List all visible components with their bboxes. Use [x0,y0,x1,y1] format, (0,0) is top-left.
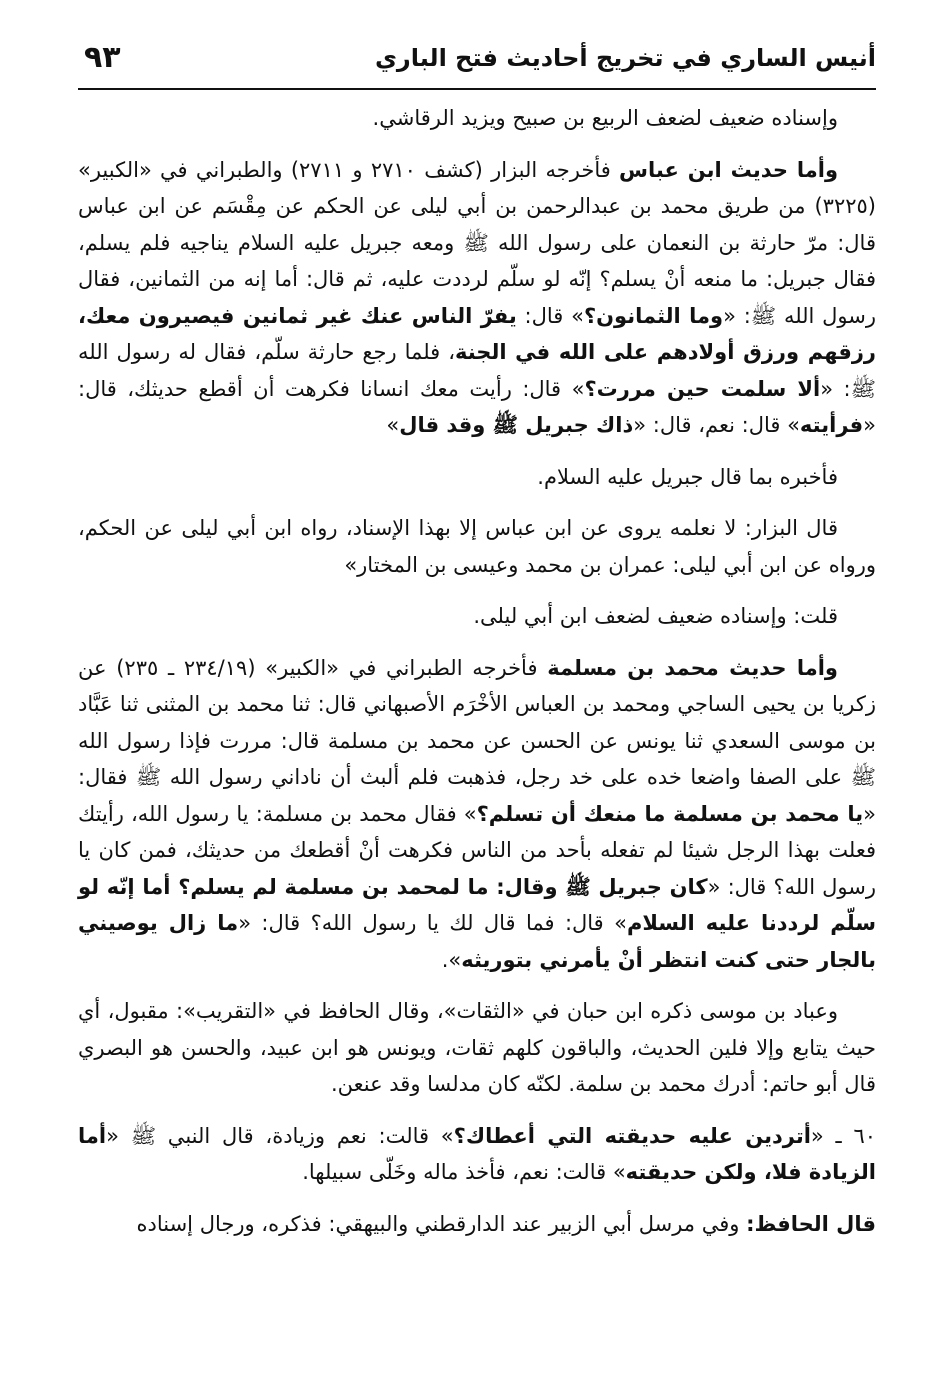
text-run: » قال: رأيت معك انسانا فكرهت أن أقطع حديثك، قال: « [78,376,876,437]
quote-bold: ألا سلمت حين مررت؟ [584,376,821,401]
section-heading: قال الحافظ: [746,1211,876,1236]
quote-bold: يفرّ الناس عنك غير ثمانين فيصيرون معك، رزقهم ورزق أولادهم على الله في الجنة [78,303,877,364]
paragraph-muhammad-ibn-maslama-hadith [78,650,876,979]
paragraph-author-note [78,598,876,635]
paragraph-jibril-report [78,459,876,496]
quote-bold: ذاك جبريل ﷺ وقد قال [399,413,634,437]
text-run: فأخرجه الطبراني في «الكبير» (٢٣٤/١٩ ـ ٢٣٥) عن زكريا بن يحيى الساجي ومحمد بن العباس الأخْرَم الأصبهاني قال: ثنا محمد بن المثنى ثنا عَبَّاد بن موسى السعدي ثنا يونس عن الحسن عن محمد بن مسلمة قال: مررت فإذا رسول الله ﷺ على الصفا واضعا خده على خد رجل، فذهبت فلم ألبث أن ناداني رسول الله ﷺ فقال: « [78,655,876,826]
text-run: وإسناده ضعيف لضعف الربيع بن صبيح ويزيد الرقاشي. [372,106,838,130]
page-header [78,38,876,90]
text-run: » قالت: نعم، فأخذ ماله وخَلّى سبيلها. [302,1160,626,1184]
paragraph-hafiz-comment [78,1206,876,1243]
text-run: فأخبره بما قال جبريل عليه السلام. [537,464,838,489]
text-run: » [386,413,400,437]
text-run: » قال: [516,303,584,328]
paragraph-bazzar-comment [78,510,876,583]
paragraph-ibn-abbas-hadith [78,152,876,444]
quote-bold: وما الثمانون؟ [583,303,724,328]
quote-bold: ما زال يوصيني بالجار حتى كنت انتظر أنْ يأمرني بتوريثه [78,911,876,972]
section-heading: وأما حديث ابن عباس [619,157,838,182]
section-heading: وأما حديث محمد بن مسلمة [547,655,838,680]
text-run: » فقال محمد بن مسلمة: يا رسول الله، رأيتك فعلت بهذا الرجل شيئا لم تفعله بأحد من الناس فكرهت أنْ أقطعك من حديثك، فمن كان يا رسول الله؟ قال: « [78,801,876,899]
text-run: » قالت: نعم وزيادة، قال النبي ﷺ « [106,1123,454,1148]
quote-bold: أتردين عليه حديقته التي أعطاك؟ [453,1123,811,1148]
page-body [78,100,876,1257]
page-number: ٩٣ [84,40,121,75]
text-run: وفي مرسل أبي الزبير عند الدارقطني والبيهقي: فذكره، ورجال إسناده [136,1211,747,1236]
quote-bold: أما الزيادة فلا، ولكن حديقته [78,1123,876,1184]
text-run: ». [441,947,462,972]
quote-bold: كان جبريل ﷺ وقال: ما لمحمد بن مسلمة لم يسلم؟ أما إنّه لو سلّم لرددنا عليه السلام [78,874,876,935]
text-run: ، فلما رجع حارثة سلّم، فقال له رسول الله ﷺ: « [78,340,876,401]
paragraph-hadith-60 [78,1118,876,1191]
text-run: قال البزار: لا نعلمه يروى عن ابن عباس إلا بهذا الإسناد، رواه ابن أبي ليلى عن الحكم، ورواه عن ابن أبي ليلى: عمران بن محمد وعيسى بن المختار» [78,516,876,577]
paragraph-narrator-grading [78,993,876,1103]
text-run: وعباد بن موسى ذكره ابن حبان في «الثقات»، وقال الحافظ في «التقريب»: مقبول، أي حيث يتابع وإلا فلين الحديث، والباقون كلهم ثقات، ويونس هو ابن عبيد، والحسن هو البصري قال أبو حاتم: أدرك محمد بن سلمة. لكنّه كان مدلسا وقد عنعن. [78,999,876,1096]
text-run: قلت: وإسناده ضعيف لضعف ابن أبي ليلى. [473,604,838,628]
quote-bold: فرأيته [799,413,864,437]
paragraph-isnad-weak [78,100,876,137]
quote-bold: يا محمد بن مسلمة ما منعك أن تسلم؟ [476,801,864,826]
text-run: » قال: فما قال لك يا رسول الله؟ قال: « [238,911,627,935]
text-run: » قال: نعم، قال: « [633,413,800,437]
running-title: أنيس الساري في تخريج أحاديث فتح الباري [374,44,876,72]
text-run: فأخرجه البزار (كشف ٢٧١٠ و ٢٧١١) والطبراني في «الكبير» (٣٢٢٥) من طريق محمد بن عبدالرحمن بن أبي ليلى عن الحكم عن مِقْسَم عن ابن عباس قال: مرّ حارثة بن النعمان على رسول الله ﷺ ومعه جبريل عليه السلام يناجيه فلم يسلم، فقال جبريل: ما منعه أنْ يسلم؟ إنّه لو سلّم لرددت عليه، ثم قال: أما إنه من الثمانين، فقال رسول الله ﷺ: « [78,157,877,328]
text-run: ٦٠ ـ « [810,1123,876,1148]
